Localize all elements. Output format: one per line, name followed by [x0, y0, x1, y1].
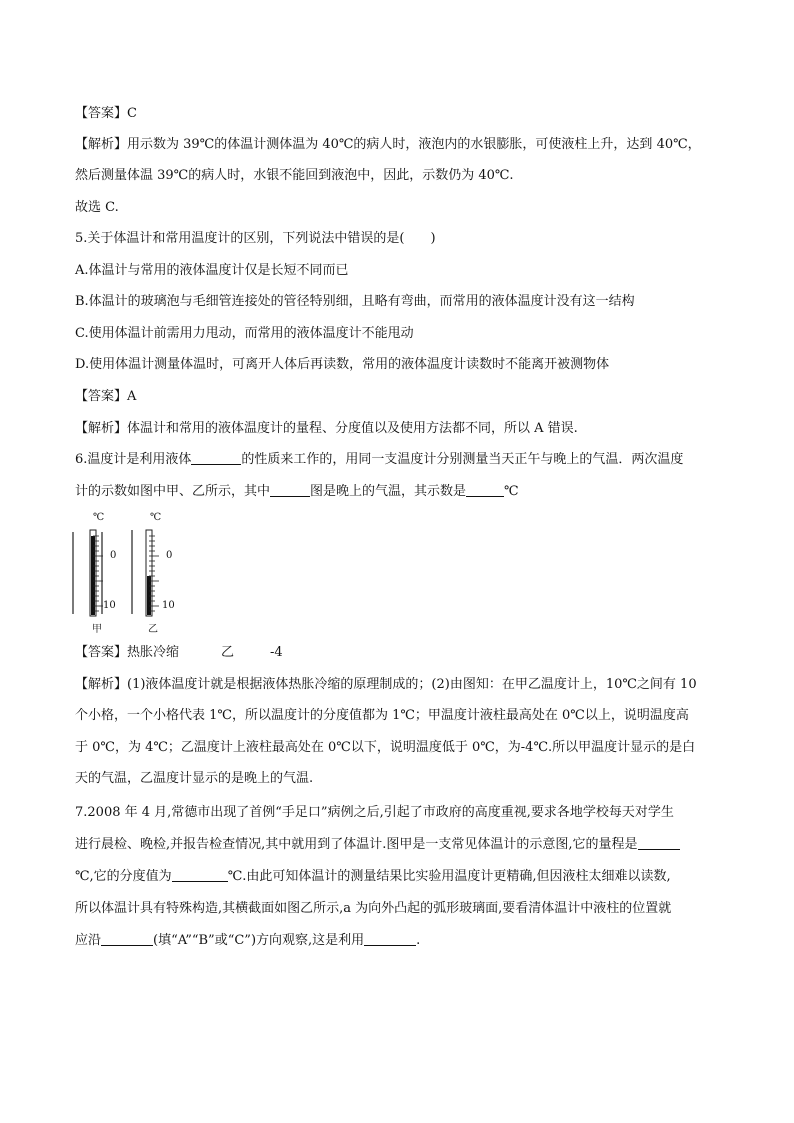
q7-text-part-2: ℃,它的分度值为 [75, 869, 172, 884]
fill-blank [466, 483, 504, 497]
q6-text-part-3: 计的示数如图中甲、乙所示，其中 [75, 484, 271, 499]
liquid-column-left [91, 536, 95, 615]
question-7-line-1: 7.2008 年 4 月,常德市出现了首例“手足口”病例之后,引起了市政府的高度重视,要求各地学校每天对学生 [75, 805, 674, 820]
question-7-line-3 [75, 868, 671, 886]
tick-label-right-10: 10 [162, 600, 175, 611]
analysis-line-q6-1: 【解析】(1)液体温度计就是根据液体热胀冷缩的原理制成的；(2)由图知：在甲乙温度计上，10℃之间有 10 [75, 677, 697, 692]
fill-blank [270, 483, 310, 497]
caption-right: 乙 [148, 624, 158, 635]
thermometer-figure [70, 508, 190, 634]
fill-blank [364, 932, 416, 946]
q6-text-part-5: ℃ [504, 484, 519, 499]
thermometer-left [73, 530, 103, 616]
question-5-option-a: A.体温计与常用的液体温度计仅是长短不同而已 [75, 263, 349, 278]
tick-label-left-0: 0 [110, 550, 117, 561]
thermometer-right [132, 530, 159, 616]
question-5-option-d: D.使用体温计测量体温时，可离开人体后再读数，常用的液体温度计读数时不能离开被测物体 [75, 357, 610, 372]
thermometer-diagram [70, 508, 190, 634]
q7-text-part-6: . [416, 933, 421, 948]
answer-q6-part-2: 乙 [221, 645, 235, 660]
question-7-line-5 [75, 932, 420, 950]
q7-text-part-1: 进行晨检、晚检,并报告检查情况,其中就用到了体温计.图甲是一支常见体温计的示意图,它的量程是 [75, 837, 638, 852]
q6-text-part-2: 的性质来工作的，用同一支温度计分别测量当天正午与晚上的气温．两次温度 [241, 452, 684, 467]
question-7-line-2 [75, 836, 680, 854]
answer-line-q6 [75, 644, 283, 662]
answer-line-q4: 【答案】C [75, 106, 137, 121]
question-5-option-c: C.使用体温计前需用力甩动，而常用的液体温度计不能甩动 [75, 326, 414, 341]
question-5-stem: 5.关于体温计和常用温度计的区别，下列说法中错误的是( ) [75, 231, 436, 246]
q7-text-part-3: ℃.由此可知体温计的测量结果比实验用温度计更精确,但因液柱太细难以读数, [227, 869, 671, 884]
analysis-line-q6-2: 个小格，一个小格代表 1℃，所以温度计的分度值都为 1℃；甲温度计液柱最高处在 0℃以上，说明温度高 [75, 708, 689, 723]
q6-text-part-4: 图是晚上的气温，其示数是 [310, 484, 467, 499]
answer-q6-part-3: -4 [270, 645, 283, 660]
q7-text-part-4: 应沿 [75, 933, 102, 948]
analysis-line-q4-2: 然后测量体温 39℃的病人时，水银不能回到液泡中，因此，示数仍为 40℃. [75, 168, 514, 183]
conclusion-line-q4: 故选 C. [75, 200, 119, 215]
question-6-line-2 [75, 483, 519, 501]
q7-text-part-5: (填“A”“B”或“C”)方向观察,这是利用 [153, 933, 365, 948]
question-6-line-1 [75, 451, 683, 469]
fill-blank [172, 868, 228, 882]
fill-blank [191, 451, 241, 465]
liquid-column-right [147, 576, 151, 615]
analysis-line-q6-4: 天的气温，乙温度计显示的是晚上的气温. [75, 771, 314, 786]
answer-line-q5: 【答案】A [75, 389, 137, 404]
tick-label-left-10: 10 [103, 600, 116, 611]
fill-blank [101, 932, 153, 946]
analysis-line-q4-1: 【解析】用示数为 39℃的体温计测体温为 40℃的病人时，液泡内的水银膨胀，可使液柱上升，达到 40℃， [75, 137, 701, 152]
caption-left: 甲 [92, 624, 102, 635]
analysis-line-q6-3: 于 0℃，为 4℃；乙温度计上液柱最高处在 0℃以下，说明温度低于 0℃，为-4℃.所以甲温度计显示的是白 [75, 740, 696, 755]
tick-label-right-0: 0 [166, 550, 173, 561]
analysis-line-q5: 【解析】体温计和常用的液体温度计的量程、分度值以及使用方法都不同，所以 A 错误. [75, 421, 578, 436]
q6-text-part-1: 6.温度计是利用液体 [75, 452, 192, 467]
unit-label-right: ℃ [150, 512, 162, 523]
answer-q6-part-1: 【答案】热胀冷缩 [75, 645, 180, 660]
question-7-line-4: 所以体温计具有特殊构造,其横截面如图乙所示,a 为向外凸起的弧形玻璃面,要看清体温计中液柱的位置就 [75, 901, 672, 916]
question-5-option-b: B.体温计的玻璃泡与毛细管连接处的管径特别细，且略有弯曲，而常用的液体温度计没有这一结构 [75, 294, 635, 309]
fill-blank [638, 836, 680, 850]
unit-label-left: ℃ [93, 512, 105, 523]
